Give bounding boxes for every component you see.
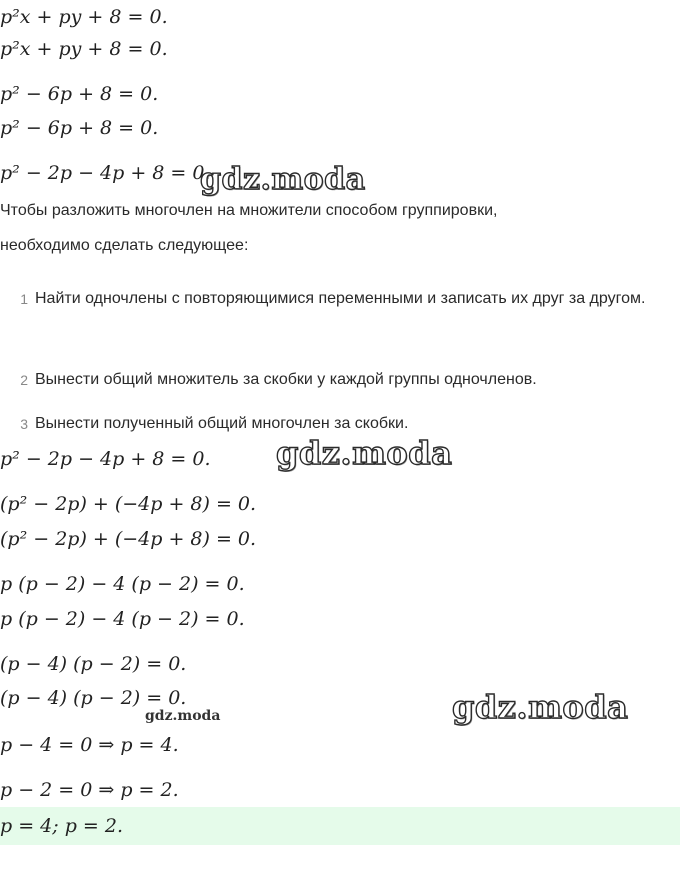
answer-text: p = 4; p = 2. [0,815,123,837]
equation-8: p − 2 = 0 ⇒ p = 2. [0,779,179,801]
equation-4-repeat: (p² − 2p) + (−4p + 8) = 0. [0,528,257,550]
equation-6: (p − 4) (p − 2) = 0. [0,653,187,675]
equation-5-repeat: p (p − 2) − 4 (p − 2) = 0. [0,608,245,630]
watermark-logo: gdz.moda [452,688,629,726]
equation-3: p² − 2p − 4p + 8 = 0. [0,162,211,184]
step-number: 3 [20,416,28,432]
equation-1: p²x + py + 8 = 0. [0,6,168,28]
step-number: 2 [20,372,28,388]
step-text: Вынести общий множитель за скобки у каждой группы одночленов. [35,371,537,388]
intro-line-2: необходимо сделать следующее: [0,237,249,254]
intro-line-1: Чтобы разложить многочлен на множители способом группировки, [0,202,498,219]
watermark-logo: gdz.moda [276,434,453,472]
equation-6-repeat: (p − 4) (p − 2) = 0. [0,687,187,709]
step-1 [0,288,680,336]
step-text: Найти одночлены с повторяющимися переменными и записать их друг за другом. [35,290,646,307]
equation-4: (p² − 2p) + (−4p + 8) = 0. [0,493,257,515]
step-text: Вынести полученный общий многочлен за скобки. [35,415,409,432]
step-2 [0,369,680,391]
step-number: 1 [20,291,28,307]
equation-2: p² − 6p + 8 = 0. [0,83,159,105]
watermark-logo: gdz.moda [200,162,366,197]
equation-3-repeat: p² − 2p − 4p + 8 = 0. [0,448,211,470]
equation-5: p (p − 2) − 4 (p − 2) = 0. [0,573,245,595]
watermark-logo-small: gdz.moda [145,708,221,724]
equation-7: p − 4 = 0 ⇒ p = 4. [0,734,179,756]
equation-2-repeat: p² − 6p + 8 = 0. [0,117,159,139]
step-3 [0,413,680,435]
equation-1-repeat: p²x + py + 8 = 0. [0,38,168,60]
